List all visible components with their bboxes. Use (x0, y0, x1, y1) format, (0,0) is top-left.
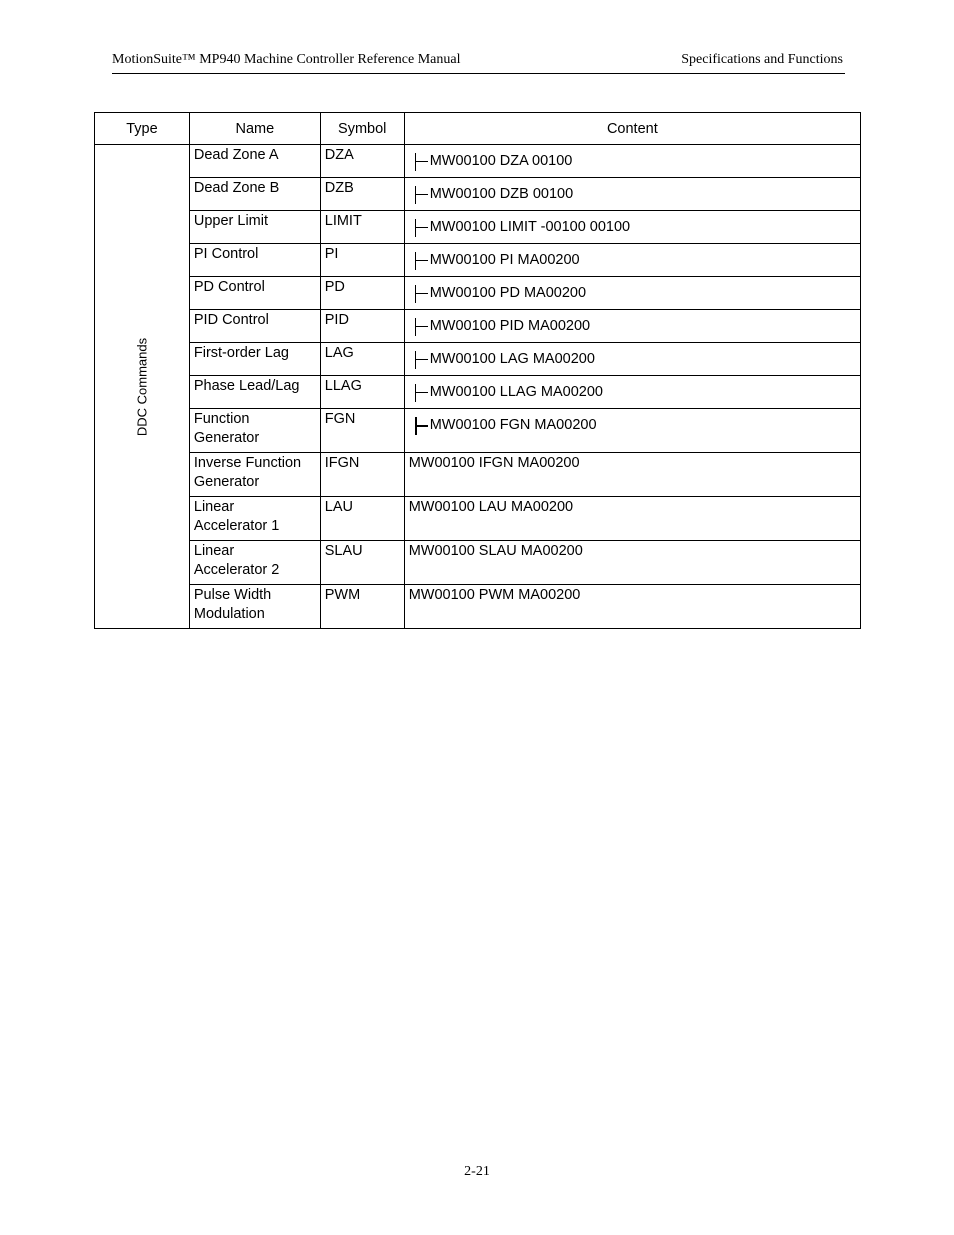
symbol-cell: LIMIT (320, 211, 404, 244)
table-row (95, 211, 861, 244)
content-text: MW00100 DZB 00100 (429, 186, 574, 203)
content-cell (404, 244, 860, 277)
ladder-branch-icon (412, 350, 430, 370)
symbol-cell: DZB (320, 178, 404, 211)
name-line: Generator (193, 473, 260, 490)
symbol-cell: FGN (320, 409, 404, 453)
ladder-branch-icon (412, 416, 430, 436)
content-text: MW00100 PWM MA00200 (408, 587, 581, 603)
page-number: 2-21 (464, 1164, 490, 1179)
content-text: MW00100 PI MA00200 (429, 252, 580, 269)
content-cell (404, 376, 860, 409)
ladder-branch-icon (412, 383, 430, 403)
section-title: Specifications and Functions (681, 52, 843, 67)
name-cell: Dead Zone B (189, 178, 320, 211)
symbol-cell: SLAU (320, 541, 404, 585)
content-cell (404, 178, 860, 211)
name-cell: PI Control (189, 244, 320, 277)
ddc-commands-table (94, 112, 861, 629)
symbol-cell: PD (320, 277, 404, 310)
name-line: Accelerator 2 (193, 561, 280, 578)
content-cell (404, 453, 860, 497)
ladder-branch-icon (412, 218, 430, 238)
symbol-cell: LLAG (320, 376, 404, 409)
content-text: MW00100 PD MA00200 (429, 285, 587, 302)
content-cell (404, 277, 860, 310)
content-cell (404, 409, 860, 453)
table-header-row (95, 113, 861, 145)
name-line: Modulation (193, 605, 265, 622)
content-text: MW00100 SLAU MA00200 (408, 543, 583, 559)
table-row (95, 497, 861, 541)
symbol-cell: PI (320, 244, 404, 277)
table-row (95, 541, 861, 585)
content-text: MW00100 LAG MA00200 (429, 351, 595, 368)
content-cell (404, 497, 860, 541)
name-cell: Upper Limit (189, 211, 320, 244)
content-cell (404, 541, 860, 585)
content-text: MW00100 LAU MA00200 (408, 499, 574, 515)
content-text: MW00100 LLAG MA00200 (429, 384, 603, 401)
table-row (95, 409, 861, 453)
name-line: Generator (193, 429, 260, 446)
content-text: MW00100 PID MA00200 (429, 318, 591, 335)
content-text: MW00100 LIMIT -00100 00100 (429, 219, 631, 236)
table-row (95, 376, 861, 409)
name-cell (189, 585, 320, 629)
column-header-content: Content (404, 113, 860, 145)
name-cell: Phase Lead/Lag (189, 376, 320, 409)
page-header (112, 52, 845, 74)
symbol-cell: PWM (320, 585, 404, 629)
table-row (95, 178, 861, 211)
table-row (95, 453, 861, 497)
name-cell (189, 409, 320, 453)
table-row (95, 585, 861, 629)
ladder-branch-icon (412, 317, 430, 337)
table-row (95, 310, 861, 343)
name-line: Pulse Width (193, 587, 272, 603)
name-line: Linear (193, 543, 235, 559)
name-cell: PID Control (189, 310, 320, 343)
ladder-branch-icon (412, 284, 430, 304)
name-line: Accelerator 1 (193, 517, 280, 534)
type-label: DDC Commands (134, 337, 150, 436)
ladder-branch-icon (412, 251, 430, 271)
table-row (95, 277, 861, 310)
name-cell: First-order Lag (189, 343, 320, 376)
table-row (95, 244, 861, 277)
manual-title: MotionSuite™ MP940 Machine Controller Reference Manual (112, 52, 461, 67)
content-text: MW00100 FGN MA00200 (429, 417, 597, 434)
ladder-branch-icon (412, 185, 430, 205)
column-header-name: Name (189, 113, 320, 145)
name-cell: Dead Zone A (189, 145, 320, 178)
column-header-type: Type (95, 113, 190, 145)
name-line: Function (193, 411, 250, 427)
table-row (95, 145, 861, 178)
ladder-branch-icon (412, 152, 430, 172)
symbol-cell: PID (320, 310, 404, 343)
symbol-cell: LAU (320, 497, 404, 541)
column-header-symbol: Symbol (320, 113, 404, 145)
name-cell (189, 497, 320, 541)
content-cell (404, 211, 860, 244)
type-cell (95, 145, 190, 629)
name-line: Linear (193, 499, 235, 515)
name-cell (189, 453, 320, 497)
name-cell: PD Control (189, 277, 320, 310)
name-line: Inverse Function (193, 455, 302, 471)
content-cell (404, 343, 860, 376)
symbol-cell: DZA (320, 145, 404, 178)
symbol-cell: LAG (320, 343, 404, 376)
symbol-cell: IFGN (320, 453, 404, 497)
content-cell (404, 585, 860, 629)
name-cell (189, 541, 320, 585)
content-text: MW00100 DZA 00100 (429, 153, 573, 170)
content-text: MW00100 IFGN MA00200 (408, 455, 580, 471)
table-row (95, 343, 861, 376)
content-cell (404, 145, 860, 178)
content-cell (404, 310, 860, 343)
